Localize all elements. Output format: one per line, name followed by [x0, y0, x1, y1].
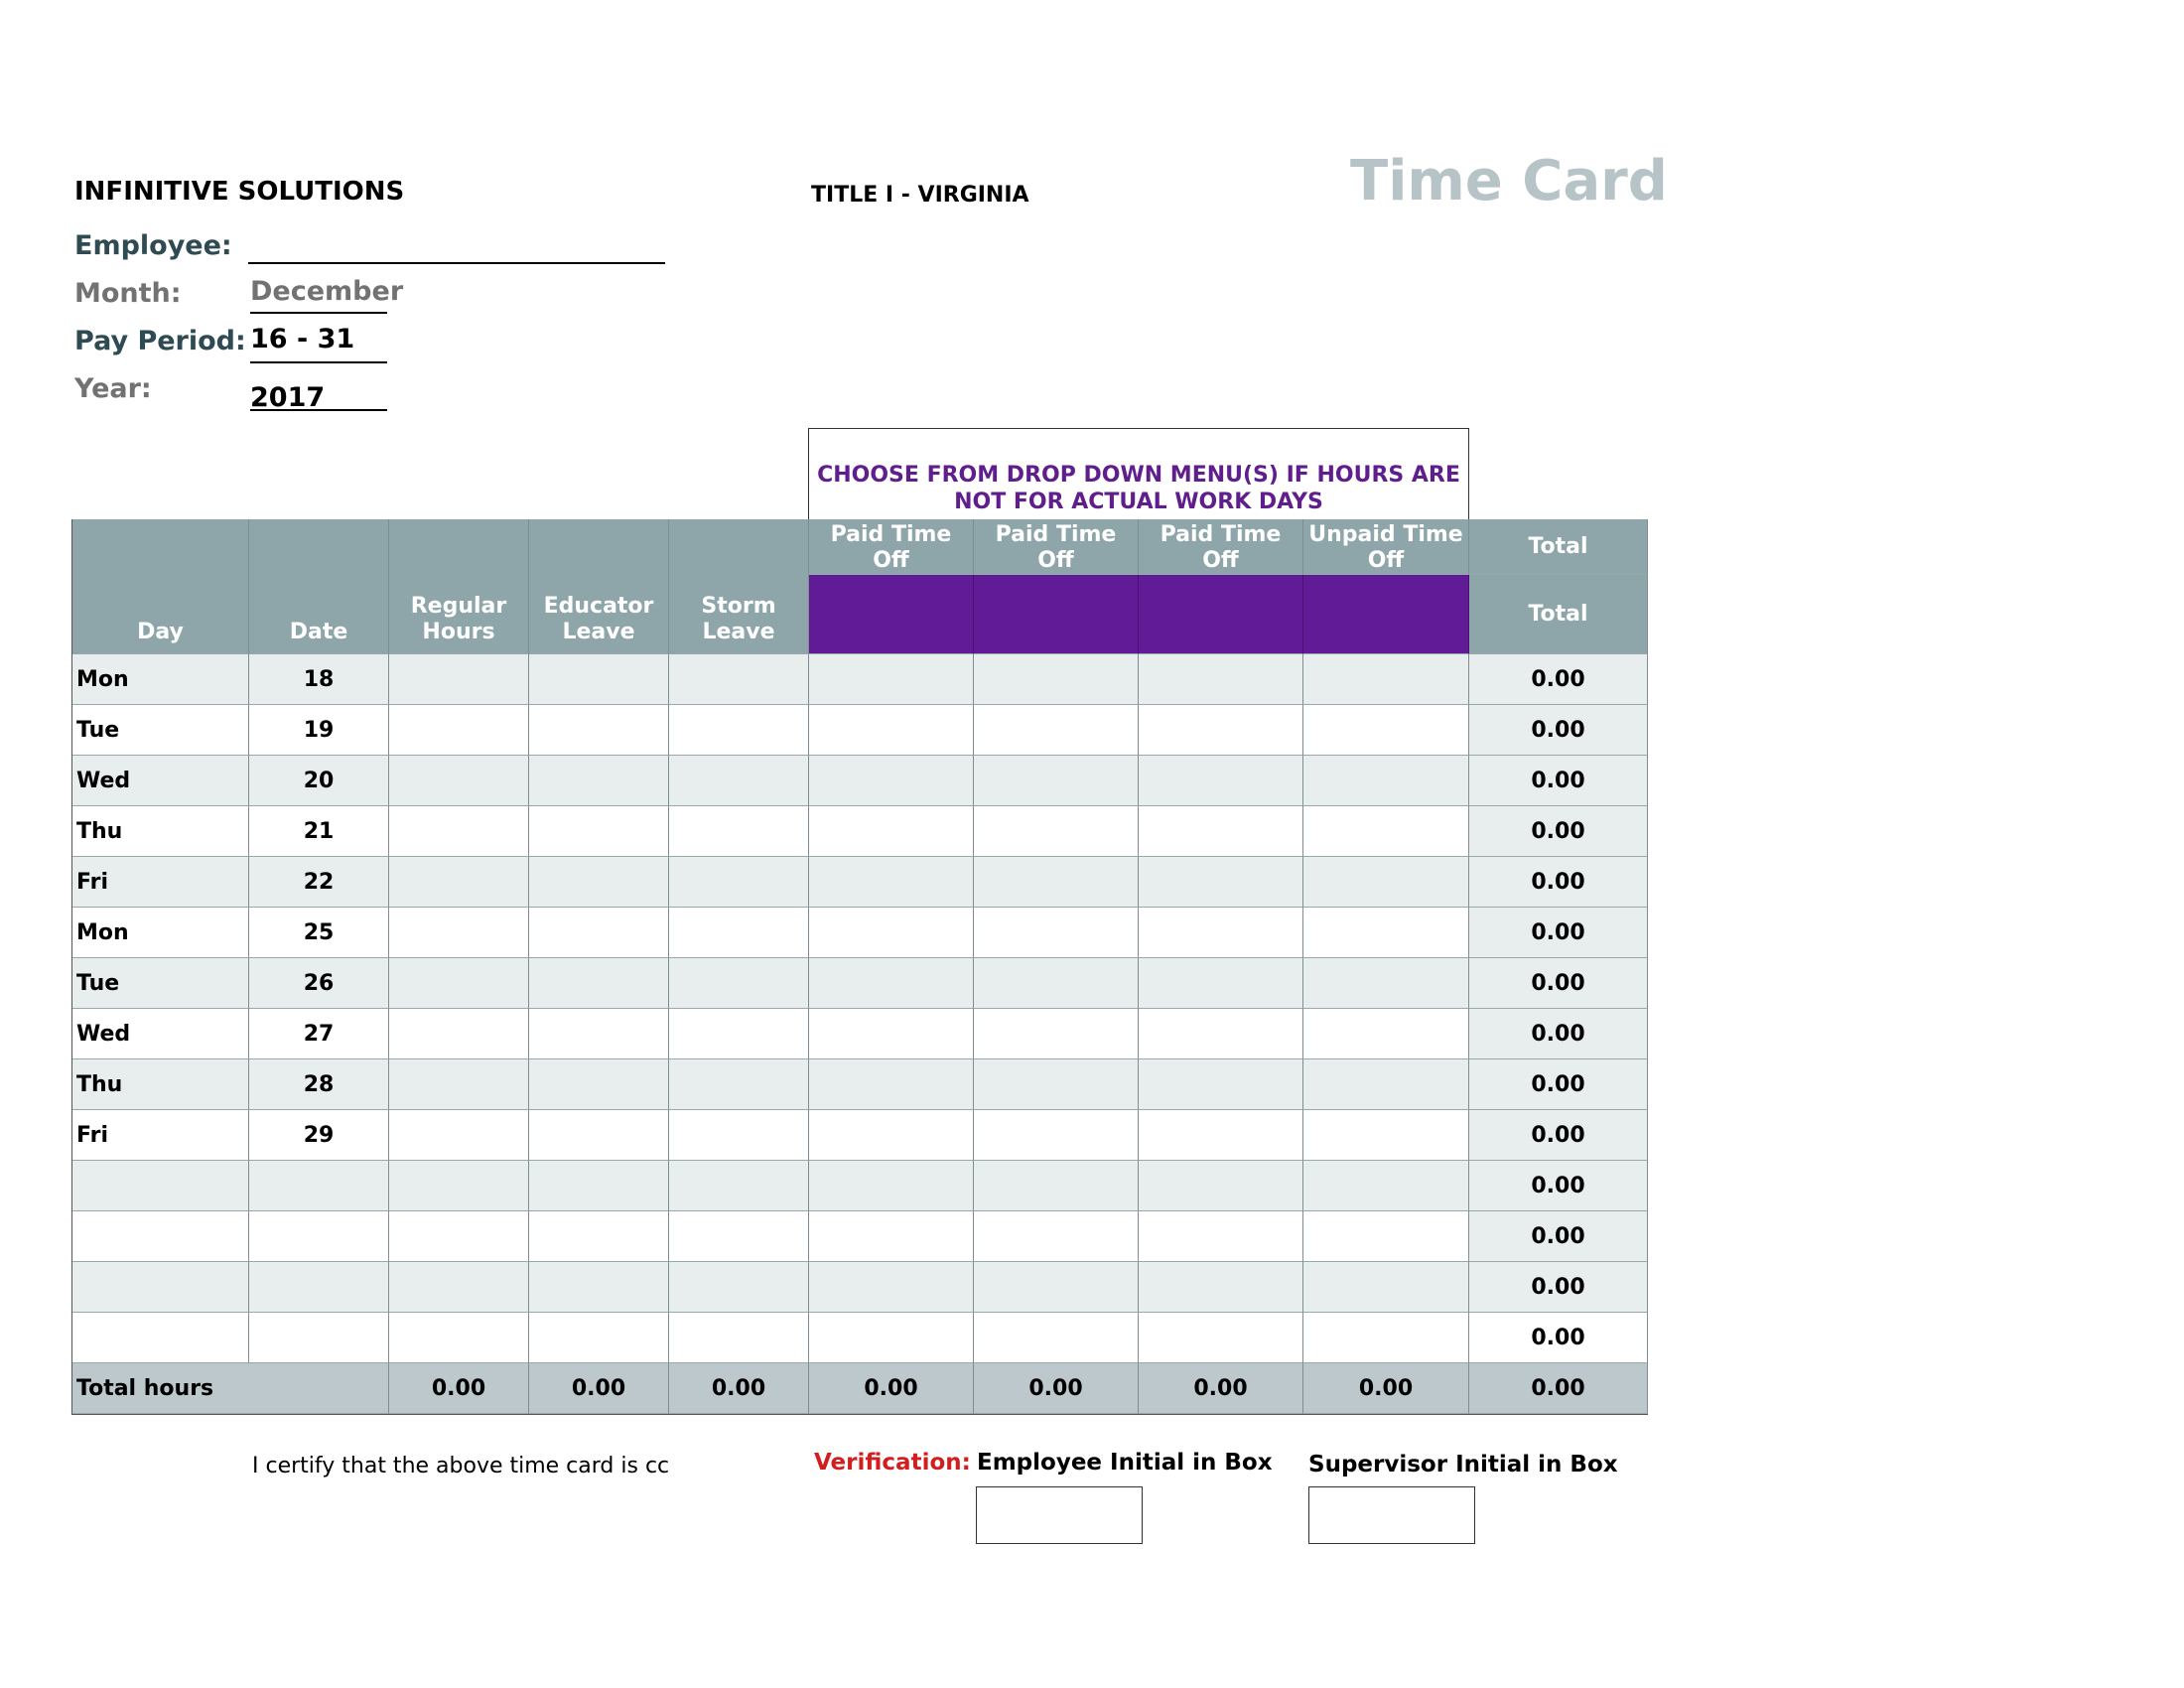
row-date: 20	[249, 756, 389, 806]
employee-field[interactable]	[248, 222, 665, 264]
hours-cell-storm-leave[interactable]	[669, 654, 809, 705]
hours-cell-unpaid[interactable]	[1303, 1009, 1469, 1059]
hours-cell-pto-3[interactable]	[1139, 654, 1303, 705]
hours-cell-educator-leave[interactable]	[529, 1009, 669, 1059]
row-day: Fri	[72, 1110, 249, 1161]
hours-cell-pto-1[interactable]	[809, 806, 974, 857]
hours-cell-pto-3[interactable]	[1139, 756, 1303, 806]
row-total: 0.00	[1469, 756, 1648, 806]
row-day	[72, 1262, 249, 1313]
hours-cell-educator-leave[interactable]	[529, 1161, 669, 1211]
row-date: 26	[249, 958, 389, 1009]
hours-cell-regular-hours[interactable]	[389, 1211, 529, 1262]
row-date: 27	[249, 1009, 389, 1059]
total-hours-storm-leave: 0.00	[669, 1363, 809, 1414]
hours-cell-pto-3[interactable]	[1139, 1009, 1303, 1059]
hours-cell-pto-1[interactable]	[809, 1110, 974, 1161]
month-label: Month:	[74, 278, 182, 309]
total-hours-total: 0.00	[1469, 1363, 1648, 1414]
hours-cell-unpaid[interactable]	[1303, 857, 1469, 908]
hours-cell-regular-hours[interactable]	[389, 908, 529, 958]
time-card-table	[71, 519, 1648, 1415]
row-day	[72, 1211, 249, 1262]
row-total: 0.00	[1469, 1009, 1648, 1059]
unpaid-dropdown[interactable]	[1303, 575, 1469, 654]
col-header-total-bottom: Total	[1469, 575, 1648, 654]
hours-cell-unpaid[interactable]	[1303, 1059, 1469, 1110]
year-value: 2017	[250, 382, 326, 413]
row-day: Thu	[72, 1059, 249, 1110]
row-day: Wed	[72, 1009, 249, 1059]
hours-cell-educator-leave[interactable]	[529, 857, 669, 908]
hours-cell-storm-leave[interactable]	[669, 756, 809, 806]
hours-cell-educator-leave[interactable]	[529, 1211, 669, 1262]
row-date: 21	[249, 806, 389, 857]
hours-cell-pto-2[interactable]	[974, 958, 1139, 1009]
page-title: Time Card	[1350, 149, 1668, 213]
hours-cell-unpaid[interactable]	[1303, 1313, 1469, 1363]
supervisor-initial-box[interactable]	[1308, 1486, 1475, 1544]
hours-cell-storm-leave[interactable]	[669, 705, 809, 756]
hours-cell-unpaid[interactable]	[1303, 908, 1469, 958]
hours-cell-pto-2[interactable]	[974, 654, 1139, 705]
hours-cell-storm-leave[interactable]	[669, 1262, 809, 1313]
hours-cell-educator-leave[interactable]	[529, 958, 669, 1009]
hours-cell-pto-2[interactable]	[974, 1110, 1139, 1161]
pto-2-dropdown[interactable]	[974, 575, 1139, 654]
verification-label: Verification:	[814, 1450, 971, 1476]
row-date	[249, 1313, 389, 1363]
hours-cell-educator-leave[interactable]	[529, 1059, 669, 1110]
col-header-day: Day	[72, 519, 249, 654]
hours-cell-educator-leave[interactable]	[529, 654, 669, 705]
hours-cell-unpaid[interactable]	[1303, 1110, 1469, 1161]
col-header-storm-leave: Storm Leave	[669, 519, 809, 654]
hours-cell-pto-3[interactable]	[1139, 857, 1303, 908]
row-total: 0.00	[1469, 654, 1648, 705]
hours-cell-storm-leave[interactable]	[669, 908, 809, 958]
employee-initial-label: Employee Initial in Box	[977, 1450, 1273, 1476]
row-total: 0.00	[1469, 1313, 1648, 1363]
dropdown-instruction: CHOOSE FROM DROP DOWN MENU(S) IF HOURS ARE NOT FOR ACTUAL WORK DAYS	[808, 428, 1469, 519]
hours-cell-regular-hours[interactable]	[389, 1110, 529, 1161]
hours-cell-pto-3[interactable]	[1139, 705, 1303, 756]
total-hours-regular-hours: 0.00	[389, 1363, 529, 1414]
hours-cell-pto-1[interactable]	[809, 705, 974, 756]
hours-cell-educator-leave[interactable]	[529, 705, 669, 756]
hours-cell-storm-leave[interactable]	[669, 1313, 809, 1363]
hours-cell-pto-2[interactable]	[974, 1262, 1139, 1313]
hours-cell-regular-hours[interactable]	[389, 1313, 529, 1363]
total-hours-pto-1: 0.00	[809, 1363, 974, 1414]
hours-cell-educator-leave[interactable]	[529, 908, 669, 958]
pto-1-dropdown[interactable]	[809, 575, 974, 654]
hours-cell-storm-leave[interactable]	[669, 1059, 809, 1110]
col-header-unpaid: Unpaid Time Off	[1303, 519, 1469, 575]
hours-cell-pto-1[interactable]	[809, 1161, 974, 1211]
row-day	[72, 1161, 249, 1211]
row-date: 28	[249, 1059, 389, 1110]
hours-cell-pto-3[interactable]	[1139, 806, 1303, 857]
row-total: 0.00	[1469, 1262, 1648, 1313]
employee-initial-box[interactable]	[976, 1486, 1143, 1544]
hours-cell-pto-1[interactable]	[809, 756, 974, 806]
total-hours-label: Total hours	[72, 1363, 389, 1414]
hours-cell-storm-leave[interactable]	[669, 857, 809, 908]
row-total: 0.00	[1469, 857, 1648, 908]
hours-cell-pto-2[interactable]	[974, 806, 1139, 857]
hours-cell-regular-hours[interactable]	[389, 1262, 529, 1313]
col-header-total-top: Total	[1469, 519, 1648, 575]
hours-cell-pto-3[interactable]	[1139, 1211, 1303, 1262]
program-name: TITLE I - VIRGINIA	[811, 183, 1029, 208]
hours-cell-unpaid[interactable]	[1303, 958, 1469, 1009]
row-day: Thu	[72, 806, 249, 857]
row-date: 29	[249, 1110, 389, 1161]
row-date	[249, 1161, 389, 1211]
row-date: 19	[249, 705, 389, 756]
hours-cell-pto-1[interactable]	[809, 958, 974, 1009]
row-date	[249, 1262, 389, 1313]
hours-cell-educator-leave[interactable]	[529, 1262, 669, 1313]
hours-cell-unpaid[interactable]	[1303, 654, 1469, 705]
row-total: 0.00	[1469, 908, 1648, 958]
hours-cell-pto-3[interactable]	[1139, 1161, 1303, 1211]
hours-cell-regular-hours[interactable]	[389, 654, 529, 705]
total-hours-unpaid: 0.00	[1303, 1363, 1469, 1414]
col-header-pto-2: Paid Time Off	[974, 519, 1139, 575]
hours-cell-pto-1[interactable]	[809, 1009, 974, 1059]
hours-cell-pto-2[interactable]	[974, 1313, 1139, 1363]
row-date: 25	[249, 908, 389, 958]
hours-cell-educator-leave[interactable]	[529, 1110, 669, 1161]
employee-label: Employee:	[74, 230, 232, 261]
month-field[interactable]	[250, 276, 404, 314]
year-label: Year:	[74, 373, 152, 404]
hours-cell-unpaid[interactable]	[1303, 705, 1469, 756]
hours-cell-educator-leave[interactable]	[529, 806, 669, 857]
row-date	[249, 1211, 389, 1262]
col-header-pto-3: Paid Time Off	[1139, 519, 1303, 575]
hours-cell-pto-2[interactable]	[974, 908, 1139, 958]
month-value: December	[250, 276, 404, 307]
total-hours-pto-3: 0.00	[1139, 1363, 1303, 1414]
hours-cell-pto-1[interactable]	[809, 1313, 974, 1363]
total-hours-pto-2: 0.00	[974, 1363, 1139, 1414]
row-day: Tue	[72, 958, 249, 1009]
hours-cell-regular-hours[interactable]	[389, 1059, 529, 1110]
row-total: 0.00	[1469, 958, 1648, 1009]
hours-cell-pto-1[interactable]	[809, 857, 974, 908]
row-day	[72, 1313, 249, 1363]
row-total: 0.00	[1469, 1211, 1648, 1262]
col-header-pto-1: Paid Time Off	[809, 519, 974, 575]
hours-cell-regular-hours[interactable]	[389, 806, 529, 857]
hours-cell-pto-2[interactable]	[974, 857, 1139, 908]
hours-cell-pto-2[interactable]	[974, 1161, 1139, 1211]
hours-cell-storm-leave[interactable]	[669, 958, 809, 1009]
row-total: 0.00	[1469, 1110, 1648, 1161]
certification-statement: I certify that the above time card is cc	[252, 1454, 670, 1478]
hours-cell-pto-3[interactable]	[1139, 1262, 1303, 1313]
hours-cell-pto-2[interactable]	[974, 1059, 1139, 1110]
hours-cell-pto-2[interactable]	[974, 1009, 1139, 1059]
col-header-educator-leave: Educator Leave	[529, 519, 669, 654]
hours-cell-pto-3[interactable]	[1139, 958, 1303, 1009]
pay-period-value: 16 - 31	[250, 324, 355, 354]
row-total: 0.00	[1469, 1161, 1648, 1211]
hours-cell-regular-hours[interactable]	[389, 756, 529, 806]
row-total: 0.00	[1469, 705, 1648, 756]
hours-cell-regular-hours[interactable]	[389, 1161, 529, 1211]
hours-cell-pto-1[interactable]	[809, 1059, 974, 1110]
hours-cell-pto-1[interactable]	[809, 908, 974, 958]
hours-cell-regular-hours[interactable]	[389, 857, 529, 908]
hours-cell-educator-leave[interactable]	[529, 756, 669, 806]
pay-period-field[interactable]	[250, 324, 387, 363]
hours-cell-regular-hours[interactable]	[389, 958, 529, 1009]
hours-cell-storm-leave[interactable]	[669, 1161, 809, 1211]
supervisor-initial-label: Supervisor Initial in Box	[1308, 1452, 1618, 1477]
hours-cell-unpaid[interactable]	[1303, 1161, 1469, 1211]
row-day: Wed	[72, 756, 249, 806]
hours-cell-unpaid[interactable]	[1303, 756, 1469, 806]
hours-cell-pto-3[interactable]	[1139, 908, 1303, 958]
hours-cell-storm-leave[interactable]	[669, 1211, 809, 1262]
row-day: Fri	[72, 857, 249, 908]
hours-cell-unpaid[interactable]	[1303, 806, 1469, 857]
hours-cell-educator-leave[interactable]	[529, 1313, 669, 1363]
hours-cell-storm-leave[interactable]	[669, 806, 809, 857]
hours-cell-pto-1[interactable]	[809, 654, 974, 705]
hours-cell-pto-1[interactable]	[809, 1262, 974, 1313]
hours-cell-pto-1[interactable]	[809, 1211, 974, 1262]
hours-cell-pto-2[interactable]	[974, 1211, 1139, 1262]
row-date: 22	[249, 857, 389, 908]
row-day: Mon	[72, 654, 249, 705]
year-field[interactable]	[250, 381, 387, 411]
hours-cell-regular-hours[interactable]	[389, 705, 529, 756]
pay-period-label: Pay Period:	[74, 326, 246, 356]
company-name: INFINITIVE SOLUTIONS	[74, 177, 405, 207]
hours-cell-pto-3[interactable]	[1139, 1110, 1303, 1161]
row-total: 0.00	[1469, 806, 1648, 857]
hours-cell-storm-leave[interactable]	[669, 1110, 809, 1161]
row-total: 0.00	[1469, 1059, 1648, 1110]
hours-cell-pto-2[interactable]	[974, 705, 1139, 756]
row-day: Tue	[72, 705, 249, 756]
row-day: Mon	[72, 908, 249, 958]
hours-cell-pto-3[interactable]	[1139, 1059, 1303, 1110]
hours-cell-pto-3[interactable]	[1139, 1313, 1303, 1363]
hours-cell-regular-hours[interactable]	[389, 1009, 529, 1059]
col-header-regular-hours: Regular Hours	[389, 519, 529, 654]
hours-cell-unpaid[interactable]	[1303, 1211, 1469, 1262]
total-hours-educator-leave: 0.00	[529, 1363, 669, 1414]
hours-cell-unpaid[interactable]	[1303, 1262, 1469, 1313]
pto-3-dropdown[interactable]	[1139, 575, 1303, 654]
row-date: 18	[249, 654, 389, 705]
hours-cell-pto-2[interactable]	[974, 756, 1139, 806]
col-header-date: Date	[249, 519, 389, 654]
hours-cell-storm-leave[interactable]	[669, 1009, 809, 1059]
